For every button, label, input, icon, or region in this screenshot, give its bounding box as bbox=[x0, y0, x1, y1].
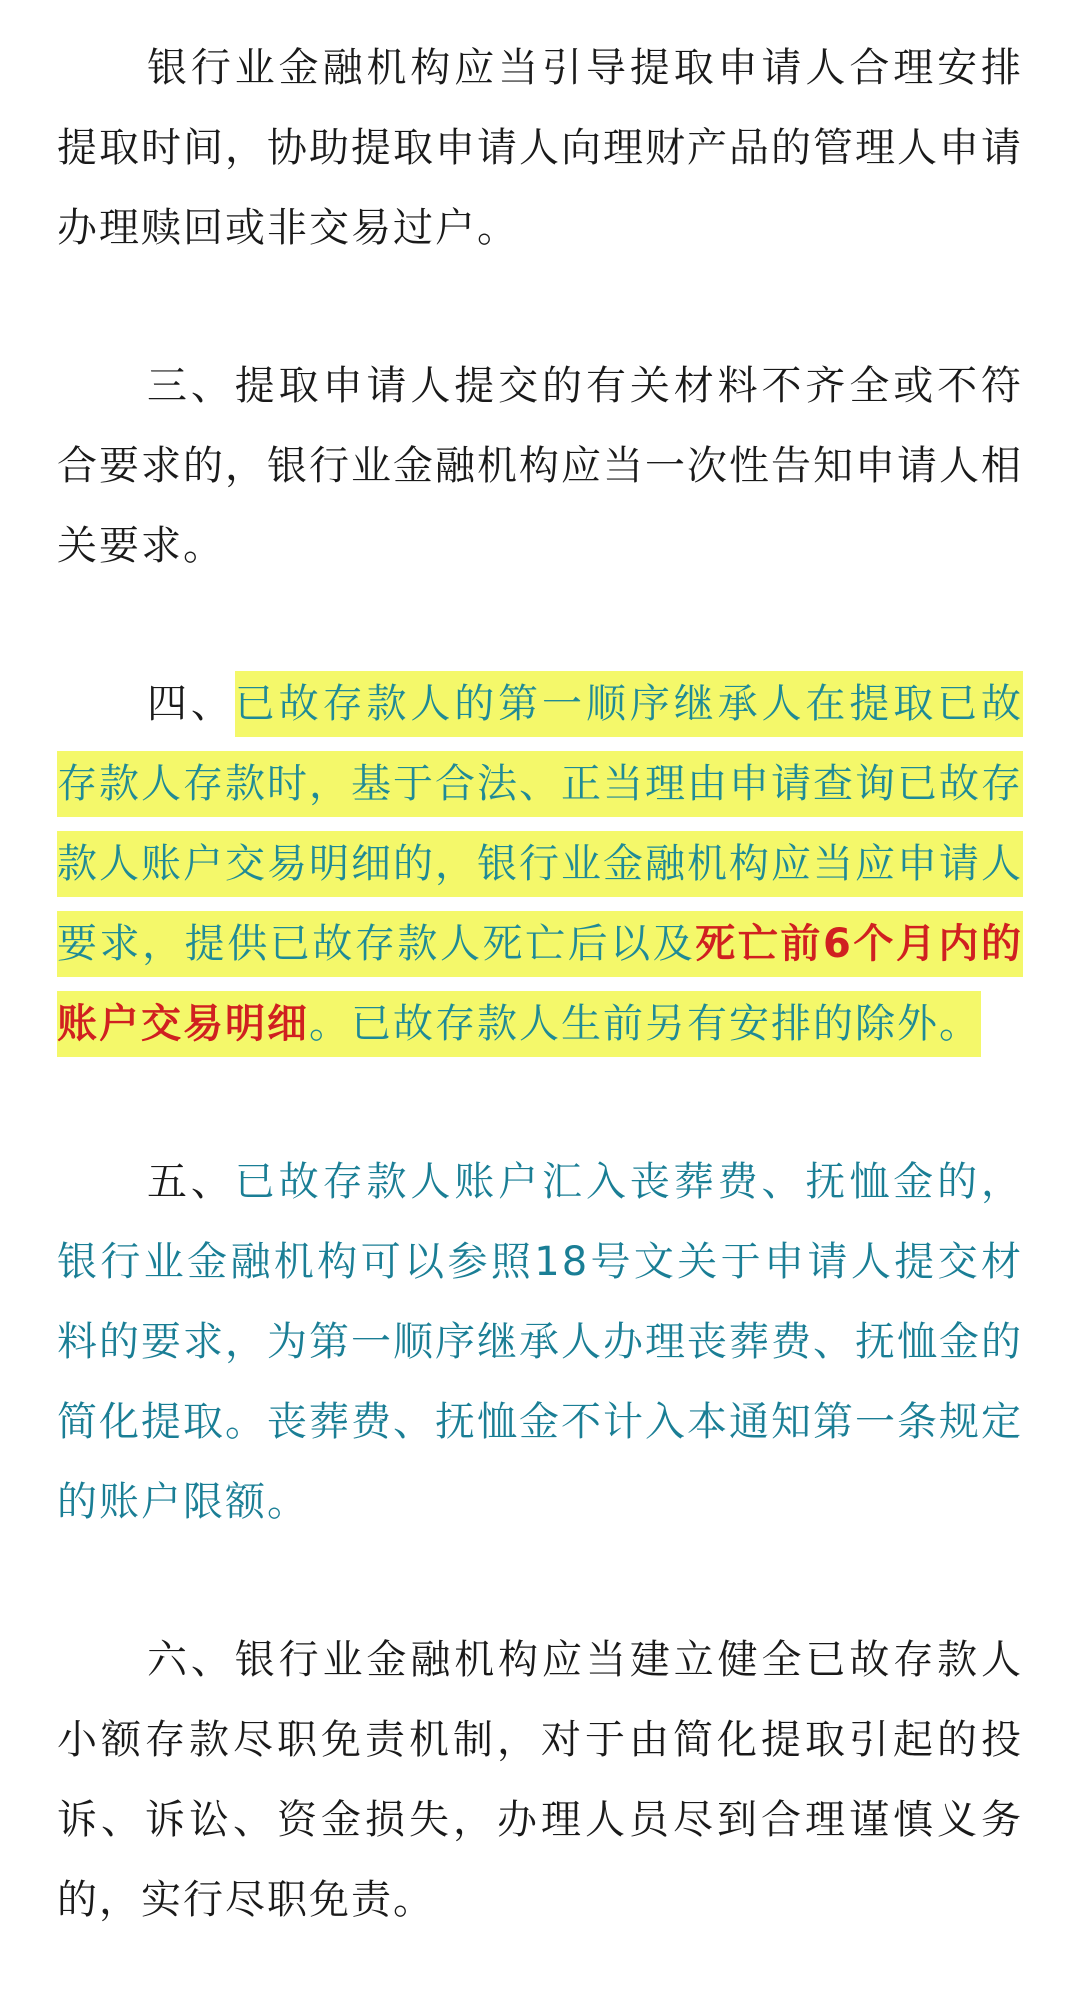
highlighted-text-a: 已故存款人的第一顺序继承人在提取已故存款人存款时，基于合法、正当理由申请查询已故存款人账户交易明细的，银行业金融机构应当应申请人要求，提供已故存款人死亡后以及 bbox=[57, 681, 1024, 967]
highlighted-red-text: 死亡前6个月内的账户交易明细 bbox=[57, 921, 1023, 1047]
paragraph-five-prefix: 五、 bbox=[147, 1159, 235, 1205]
paragraph-five-body: 已故存款人账户汇入丧葬费、抚恤金的，银行业金融机构可以参照18号文关于申请人提交材料的要求，为第一顺序继承人办理丧葬费、抚恤金的简化提取。丧葬费、抚恤金不计入本通知第一条规定的账户限额。 bbox=[57, 1159, 1024, 1525]
paragraph-six-liability-exemption: 六、银行业金融机构应当建立健全已故存款人小额存款尽职免责机制，对于由简化提取引起的投诉、诉讼、资金损失，办理人员尽到合理谨慎义务的，实行尽职免责。 bbox=[57, 1637, 1023, 1923]
paragraph-withdrawal-guidance: 银行业金融机构应当引导提取申请人合理安排提取时间，协助提取申请人向理财产品的管理人申请办理赎回或非交易过户。 bbox=[57, 45, 1023, 251]
paragraph-five-funeral-expenses bbox=[57, 1142, 1023, 1542]
highlighted-text-b: 。已故存款人生前另有安排的除外。 bbox=[309, 1001, 981, 1047]
paragraph-three-materials: 三、提取申请人提交的有关材料不齐全或不符合要求的，银行业金融机构应当一次性告知申请人相关要求。 bbox=[57, 363, 1023, 569]
paragraph-four-prefix: 四、 bbox=[147, 681, 235, 727]
document-body bbox=[57, 28, 1023, 1940]
paragraph-four-transaction-details bbox=[57, 664, 1023, 1064]
highlighted-text bbox=[57, 671, 1023, 1057]
